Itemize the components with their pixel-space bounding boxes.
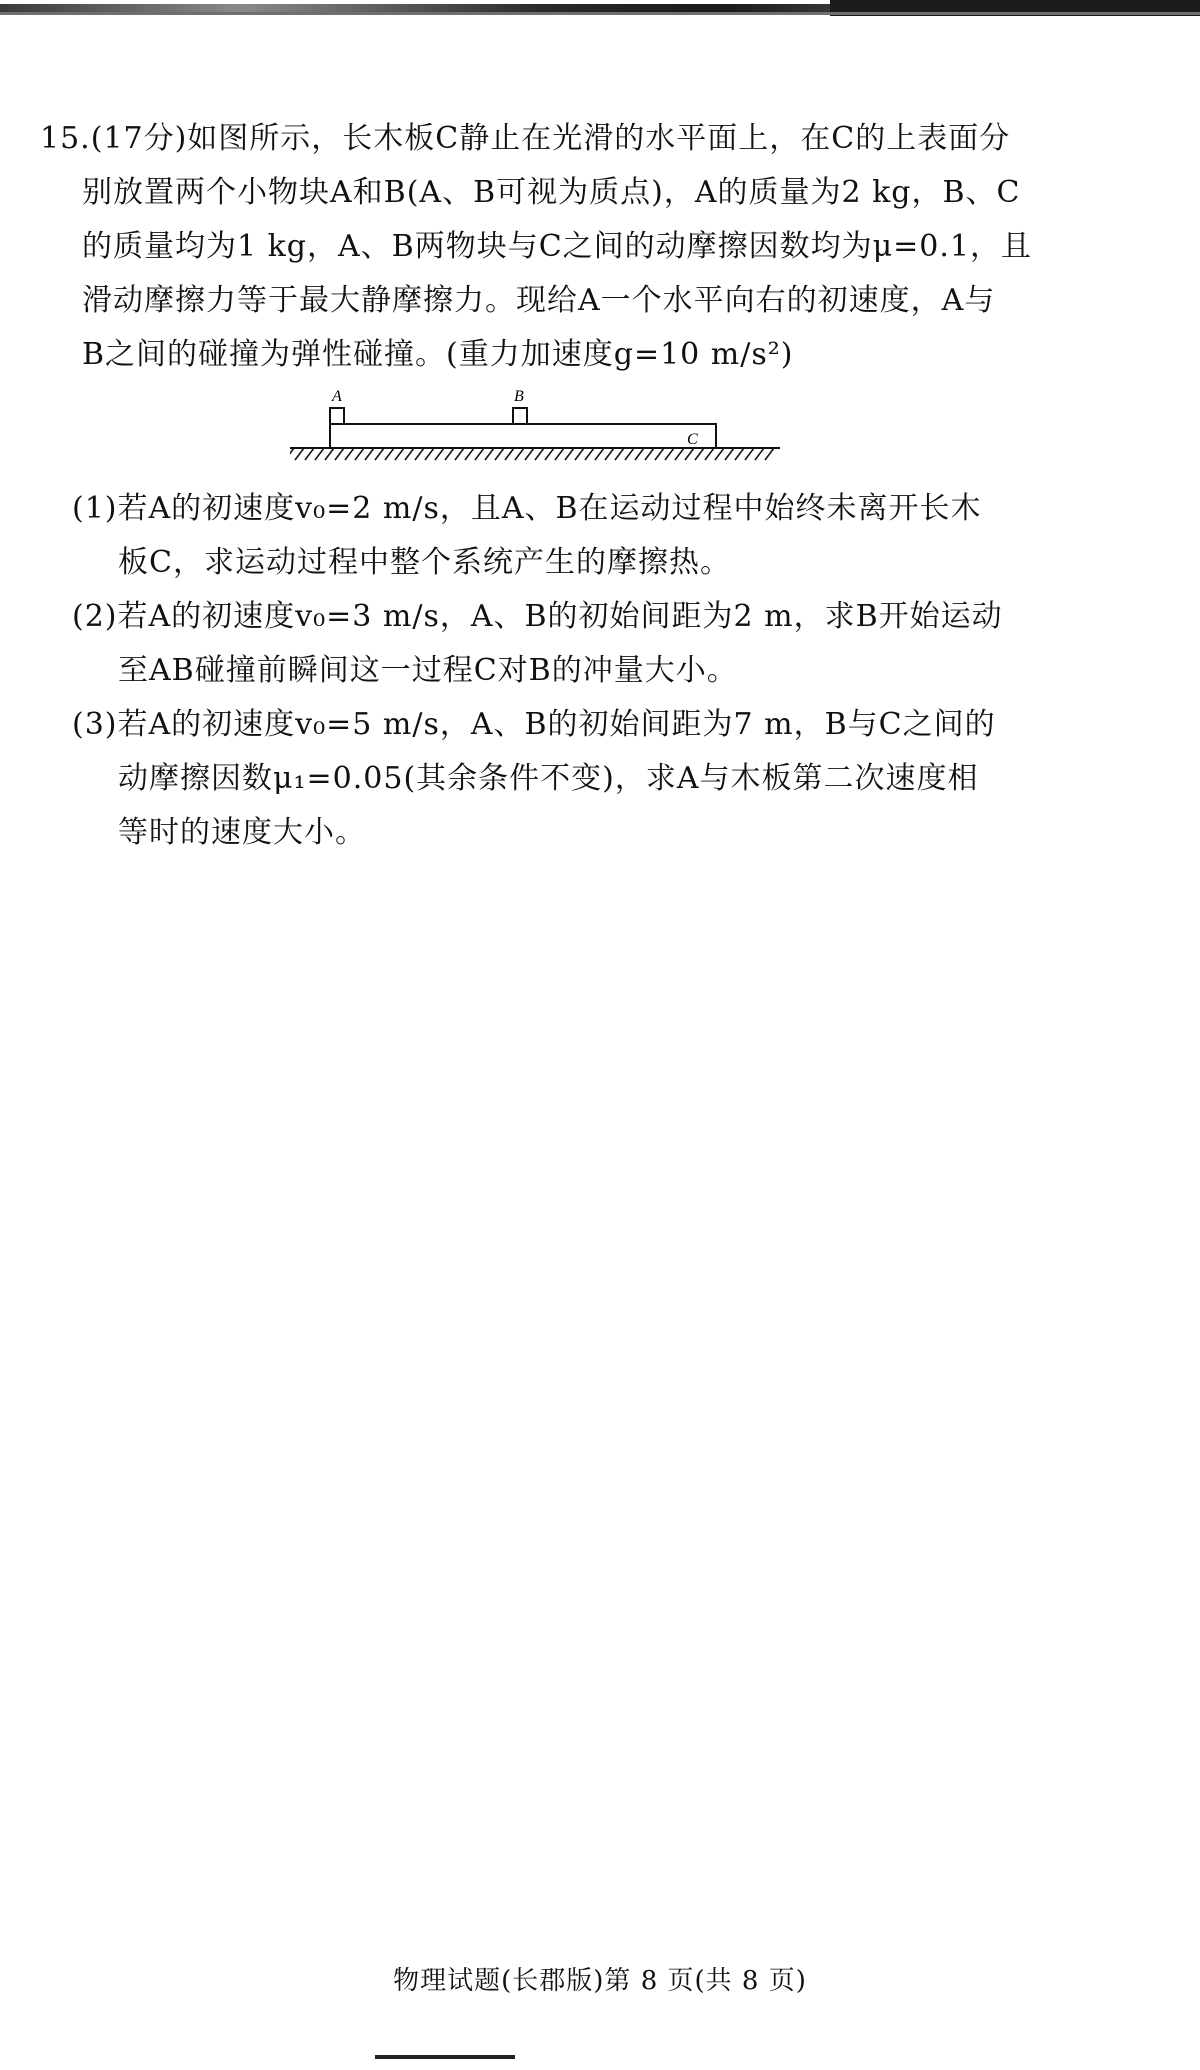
block-b-label: B — [514, 388, 524, 405]
subquestion-line: 至AB碰撞前瞬间这一过程C对B的冲量大小。 — [118, 653, 738, 688]
subquestion-line: 板C，求运动过程中整个系统产生的摩擦热。 — [118, 545, 731, 580]
hatch-stroke — [385, 448, 394, 460]
hatch-stroke — [725, 448, 734, 460]
hatch-stroke — [475, 448, 484, 460]
hatch-stroke — [685, 448, 694, 460]
hatch-stroke — [715, 448, 724, 460]
hatch-stroke — [435, 448, 444, 460]
hatch-stroke — [515, 448, 524, 460]
hatch-stroke — [535, 448, 544, 460]
question-stem-line: 的质量均为1 kg，A、B两物块与C之间的动摩擦因数均为μ=0.1，且 — [82, 229, 1033, 264]
subquestion-3 — [72, 698, 1162, 860]
hatch-stroke — [375, 448, 384, 460]
board-c-label: C — [687, 431, 698, 448]
hatch-stroke — [485, 448, 494, 460]
hatch-stroke — [765, 448, 774, 460]
hatch-stroke — [635, 448, 644, 460]
hatch-stroke — [315, 448, 324, 460]
hatch-stroke — [745, 448, 754, 460]
hatch-stroke — [335, 448, 344, 460]
hatch-stroke — [665, 448, 674, 460]
hatch-stroke — [365, 448, 374, 460]
subquestion-line: (1)若A的初速度v₀=2 m/s，且A、B在运动过程中始终未离开长木 — [72, 491, 982, 526]
hatch-stroke — [395, 448, 404, 460]
hatch-stroke — [465, 448, 474, 460]
ground-hatching — [290, 448, 774, 460]
hatch-stroke — [595, 448, 604, 460]
hatch-stroke — [555, 448, 564, 460]
subquestion-2 — [72, 590, 1162, 698]
hatch-stroke — [290, 448, 294, 460]
hatch-stroke — [345, 448, 354, 460]
hatch-stroke — [325, 448, 334, 460]
scan-edge-mark — [375, 2055, 515, 2059]
block-b — [513, 408, 527, 424]
hatch-stroke — [495, 448, 504, 460]
question-stem-line: 滑动摩擦力等于最大静摩擦力。现给A一个水平向右的初速度，A与 — [82, 283, 996, 318]
hatch-stroke — [295, 448, 304, 460]
hatch-stroke — [705, 448, 714, 460]
question-15-stem — [40, 112, 1160, 382]
scan-edge-band — [0, 0, 1200, 22]
board-c — [330, 424, 716, 448]
hatch-stroke — [585, 448, 594, 460]
hatch-stroke — [615, 448, 624, 460]
hatch-stroke — [565, 448, 574, 460]
hatch-stroke — [305, 448, 314, 460]
subquestion-line: (3)若A的初速度v₀=5 m/s，A、B的初始间距为7 m，B与C之间的 — [72, 707, 996, 742]
subquestion-line: 动摩擦因数μ₁=0.05(其余条件不变)，求A与木板第二次速度相 — [118, 761, 979, 796]
hatch-stroke — [445, 448, 454, 460]
hatch-stroke — [545, 448, 554, 460]
block-a-label: A — [332, 388, 342, 405]
hatch-stroke — [655, 448, 664, 460]
hatch-stroke — [415, 448, 424, 460]
block-a — [330, 408, 344, 424]
board-blocks-diagram — [290, 378, 790, 468]
page-footer: 物理试题(长郡版)第 8 页(共 8 页) — [393, 1966, 807, 1996]
hatch-stroke — [355, 448, 364, 460]
hatch-stroke — [425, 448, 434, 460]
subquestion-line: (2)若A的初速度v₀=3 m/s，A、B的初始间距为2 m，求B开始运动 — [72, 599, 1003, 634]
hatch-stroke — [695, 448, 704, 460]
hatch-stroke — [505, 448, 514, 460]
hatch-stroke — [735, 448, 744, 460]
hatch-stroke — [405, 448, 414, 460]
subquestion-1 — [72, 482, 1162, 590]
hatch-stroke — [645, 448, 654, 460]
hatch-stroke — [575, 448, 584, 460]
hatch-stroke — [755, 448, 764, 460]
hatch-stroke — [605, 448, 614, 460]
hatch-stroke — [455, 448, 464, 460]
question-stem-line: 15.(17分)如图所示，长木板C静止在光滑的水平面上，在C的上表面分 — [40, 121, 1011, 156]
hatch-stroke — [625, 448, 634, 460]
hatch-stroke — [675, 448, 684, 460]
hatch-stroke — [525, 448, 534, 460]
question-stem-line: B之间的碰撞为弹性碰撞。(重力加速度g=10 m/s²) — [82, 337, 794, 372]
subquestion-line: 等时的速度大小。 — [118, 815, 366, 850]
question-stem-line: 别放置两个小物块A和B(A、B可视为质点)，A的质量为2 kg，B、C — [82, 175, 1021, 210]
